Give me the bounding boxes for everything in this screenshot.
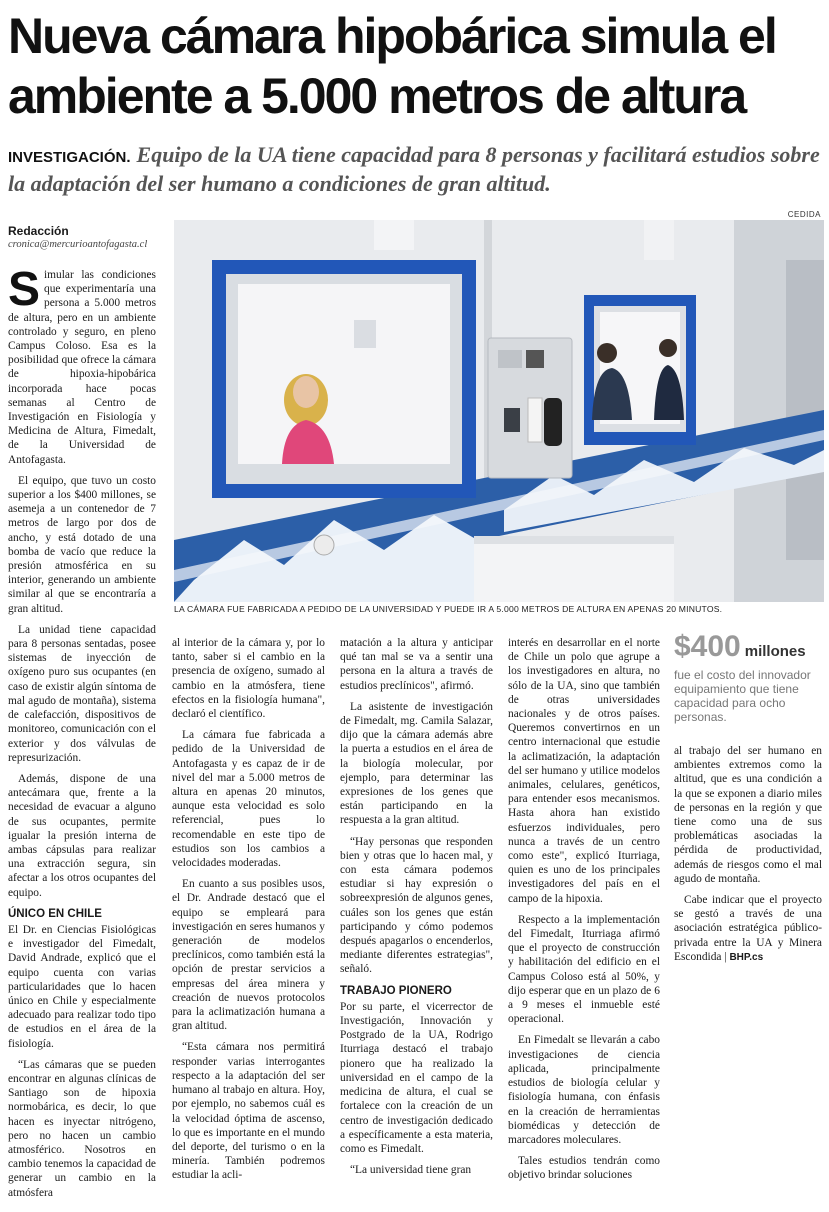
fact-value: $400 (674, 630, 741, 663)
dropcap: S (8, 263, 41, 316)
col3-paragraph: “Hay personas que responden bien y otras que lo hacen mal, y con esta cámara podemos estudiar si hay expresión o sobreexpresión de algunos genes, cuáles son los genes que están participando y cómo podemos después apagarlos o encenderlos, mediante diferentes estrategias", señaló. (340, 835, 493, 976)
col3-paragraph: La asistente de investigación de Fimedalt, mg. Camila Salazar, dijo que la cámara además abre la puerta a estudios en el área de la biología molecular, por ejemplo, para determinar las expresiones de los genes que están participando en la respuesta a la gran altitud. (340, 700, 493, 827)
col1-paragraph: El equipo, que tuvo un costo superior a los $400 millones, se asemeja a un contenedor de 7 metros de largo por dos de ancho, y está dotado de una bomba de vacío que reduce la presión atmosférica en su interior, generando un ambiente similar al que se encontraría a gran altitud. (8, 474, 156, 615)
subheading: ÚNICO EN CHILE (8, 907, 102, 920)
fact-box (674, 630, 822, 724)
article-column-1 (8, 263, 157, 1207)
deck-kicker: INVESTIGACIÓN. (8, 149, 131, 166)
signoff: BHP. (729, 951, 753, 963)
col5-paragraph: Cabe indicar que el proyecto se gestó a través de una asociación estratégica público-privada entre la UA y Minera Escondida | BHP.cs (674, 894, 822, 963)
col2-paragraph: En cuanto a sus posibles usos, el Dr. Andrade destacó que el equipo se empleará para investigación en seres humanos y generación de modelos preclínicos, como también está la opción de prestar servicios a empresas del área minera y creación de nuevos protocolos para la aclimatización humana a gran altitud. (172, 878, 325, 1033)
byline-email: cronica@mercurioantofagasta.cl (8, 239, 148, 250)
col1-paragraph: Además, dispone de una antecámara que, frente a la necesidad de evacuar a alguno de sus ocupantes, permite igualar la presión interna de ambas cápsulas para realizar una extracción segura, sin afectar a los otros ocupantes del equipo. (8, 772, 156, 899)
photo-credit: CEDIDA (787, 210, 821, 219)
col4-paragraph: En Fimedalt se llevarán a cabo investigaciones de ciencia aplicada, principalmente estudios de biología celular y fisiología humana, con énfasis en la creación de herramientas biomédicas y detección de marcadores moleculares. (508, 1034, 660, 1146)
col1-paragraph: “Las cámaras que se pueden encontrar en algunas clínicas de Santiago son de hipoxia normobárica, es decir, lo que hacen es inyectar nitrógeno, pero no hacen un cambio atmosférico. Nosotros en cambio tenemos la capacidad de generar un cambio en la atmósfera (8, 1058, 156, 1199)
photo-caption: LA CÁMARA FUE FABRICADA A PEDIDO DE LA UNIVERSIDAD Y PUEDE IR A 5.000 METROS DE ALTURA EN APENAS 20 MINUTOS. (174, 604, 723, 614)
col4-paragraph: interés en desarrollar en el norte de Chile un polo que agrupe a los investigadores en altura, no sólo de la UA, sino que también de otras universidades nacionales y de otros países. Queremos convertirnos en un centro internacional que estudie la aclimatización, la adaptación del ser humano y utilice modelos animales, celulares, genéticos, para entender esos mecanismos. Hasta ahora han existido esfuerzos individuales, pero nunca a través de un centro como este", explicó Iturriaga, quien es uno de los principales investigadores del país en el campo de la hipoxia. (508, 637, 660, 905)
col2-paragraph: al interior de la cámara y, por lo tanto, saber si el cambio en la presencia de oxígeno, sumado al cambio en la atmósfera, tiene efectos en la fisiología humana", declaró el científico. (172, 637, 325, 721)
deck (8, 142, 823, 197)
col3-paragraph: matación a la altura y anticipar qué tan mal se va a sentir una persona en la altura a través de estudios preclínicos", afirmó. (340, 637, 493, 692)
chamber-illustration (174, 220, 824, 602)
byline-author: Redacción (8, 224, 69, 238)
deck-text: Equipo de la UA tiene capacidad para 8 personas y facilitará estudios sobre la adaptación del ser humano a condiciones de gran altitud. (8, 142, 820, 196)
col2-paragraph: “Esta cámara nos permitirá responder varias interrogantes respecto a la adaptación del ser humano al trabajo en altura. Hoy, por ejemplo, no sabemos cuál es la velocidad óptima de ascenso, lo que es importante en el mundo del deporte, del turismo o en la minería. También podremos estudiar la acli- (172, 1041, 325, 1182)
col1-paragraph: El Dr. en Ciencias Fisiológicas e investigador del Fimedalt, David Andrade, explicó que el equipo cuenta con varias particularidades que lo hacen único en Chile y especialmente adecuado para realizar todo tipo de estudios en el área de la fisiología. (8, 923, 156, 1050)
byline (8, 224, 168, 252)
col5-paragraph: al trabajo del ser humano en ambientes extremos como la altitud, que es una condición a la que se exponen a diario miles de personas en la región y que tiene como una de sus problemáticas asociadas la pérdida de productividad, además de riesgos como el mal agudo de montaña. (674, 745, 822, 885)
col2-paragraph: La cámara fue fabricada a pedido de la Universidad de Antofagasta y es capaz de ir de nivel del mar a 5.000 metros de altura en apenas 20 minutos, aunque esta velocidad es solo referencial, pues lo recomendable en este tipo de estudios son los cambios a velocidades moderadas. (172, 729, 325, 870)
article-column-3 (340, 636, 493, 1184)
end-mark-icon: cs (752, 951, 764, 963)
article-column-4 (508, 636, 660, 1190)
col1-paragraph: La unidad tiene capacidad para 8 personas sentadas, posee sistemas de inyección de oxígeno puro sus ocupantes (en caso de existir algún síntoma de mal agudo de montaña), sistema de calefacción, dispositivos de monitoreo, comunicación con el exterior y dos válvulas de represurización. (8, 623, 156, 764)
fact-text: fue el costo del innovador equipamiento que tiene capacidad para ocho personas. (674, 668, 811, 724)
col3-paragraph: Por su parte, el vicerrector de Investigación, Innovación y Postgrado de la UA, Rodrigo Iturriaga destacó el trabajo pionero que ha realizado la universidad en el campo de la medicina de altura, el cual se fortalece con la creación de un centro de investigación dedicado a específicamente a esta materia, como es Fimedalt. (340, 1000, 493, 1155)
fact-unit: millones (744, 643, 806, 660)
subheading: TRABAJO PIONERO (340, 984, 452, 997)
col4-paragraph: Tales estudios tendrán como objetivo brindar soluciones (508, 1155, 660, 1182)
col1-paragraph: imular las condiciones que experimentaría una persona a 5.000 metros de altura, pero en un ambiente controlado y seguro, en pleno Campus Coloso. Esa es la posibilidad que ofrece la cámara de hipoxia-hipobárica incorporada hace pocas semanas al Centro de Investigación en Fisiología y Medicina de Altura, Fimedalt, de la Universidad de Antofagasta. (8, 269, 157, 466)
col3-paragraph: “La universidad tiene gran (350, 1164, 472, 1177)
article-column-5 (674, 744, 822, 972)
chamber-photo (174, 220, 824, 602)
col4-paragraph: Respecto a la implementación del Fimedalt, Iturriaga afirmó que el proyecto de construcción y habilitación del edificio en el Campus Coloso está al 50%, y dijo esperar que en un plazo de 6 a 9 meses el inmueble esté operacional. (508, 913, 660, 1026)
article-column-2 (172, 636, 325, 1190)
headline: Nueva cámara hipobárica simula el ambiente a 5.000 metros de altura (8, 8, 776, 124)
